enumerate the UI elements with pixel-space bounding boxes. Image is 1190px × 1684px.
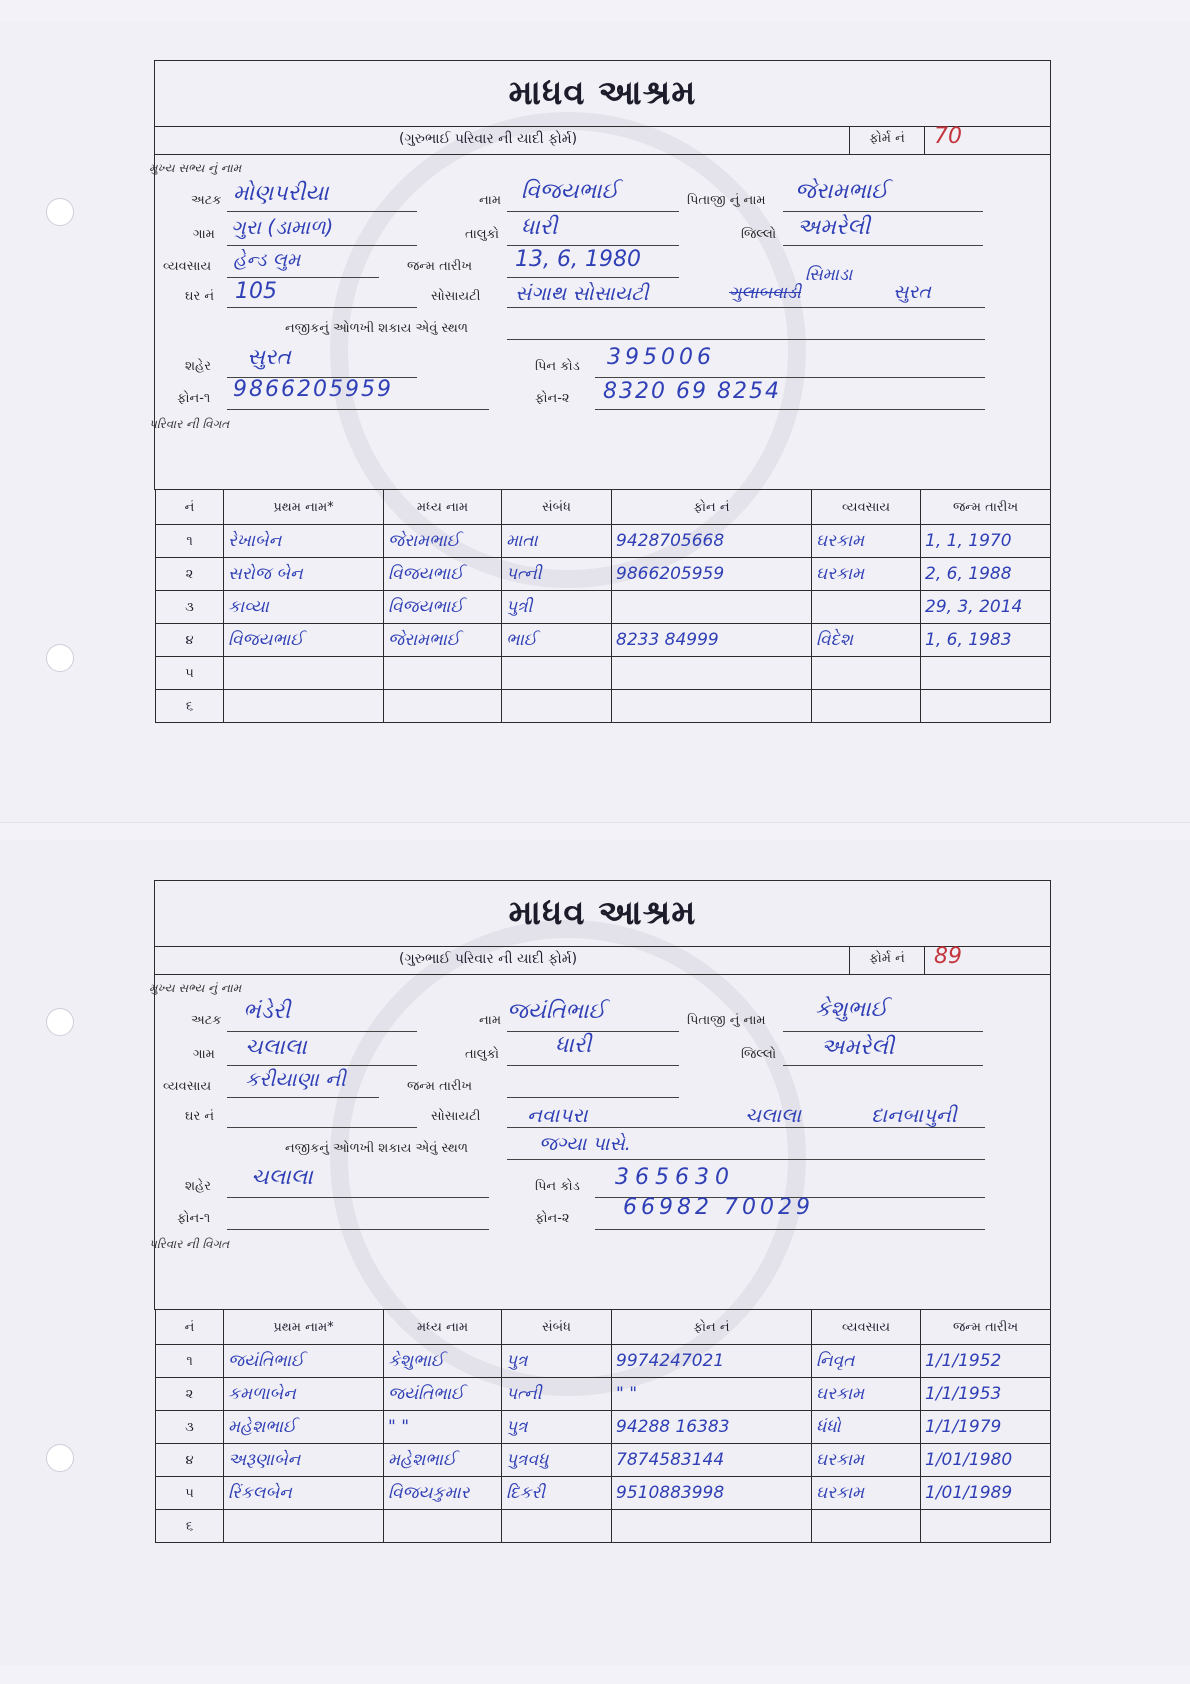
taluka-label: તાલુકો (465, 227, 500, 242)
subtitle-row (155, 126, 1050, 155)
occupation-label: વ્યવસાય (163, 259, 212, 274)
house-no-value: 105 (235, 279, 277, 304)
member-phone: " " (616, 1384, 638, 1404)
member-first-name: કમળાબેન (228, 1384, 296, 1404)
table-row (156, 1411, 1051, 1444)
member-occupation: ઘરકામ (816, 1384, 865, 1404)
member-relation: પુત્રવધુ (506, 1450, 549, 1470)
form-sheet-bottom (0, 840, 1190, 1665)
member-relation: પુત્ર (506, 1351, 528, 1371)
phone2-value: 8320 69 8254 (603, 379, 781, 404)
table-row (156, 1444, 1051, 1477)
form-title: માધવ આશ્રમ (508, 73, 697, 113)
father-name-label: પિતાજી નું નામ (687, 193, 766, 208)
surname-value: મોણપરીયા (233, 181, 329, 206)
member-phone: 94288 16383 (616, 1417, 730, 1437)
society-label: સોસાયટી (431, 1109, 481, 1124)
punch-hole (46, 1444, 74, 1472)
member-dob: 1, 1, 1970 (925, 531, 1012, 551)
city-label: શહેર (185, 359, 211, 374)
form-number-value: 70 (934, 124, 962, 149)
member-occupation: ધંધો (816, 1417, 841, 1437)
district-value: અમરેલી (821, 1035, 895, 1060)
column-header: મધ્ય નામ (384, 1310, 502, 1345)
district-label: જિલ્લો (741, 227, 777, 242)
column-header: જન્મ તારીખ (921, 1310, 1051, 1345)
column-header: વ્યવસાય (812, 490, 921, 525)
member-dob: 1/01/1980 (925, 1450, 1013, 1470)
society-value: સંગાથ સોસાયટી (515, 281, 649, 305)
pincode-label: પિન કોડ (535, 1179, 580, 1194)
member-relation: ભાઈ (506, 630, 537, 650)
landmark-value: જગ્યા પાસે. (539, 1133, 631, 1155)
surname-label: અટક (191, 1013, 222, 1028)
taluka-value: ધારી (521, 215, 558, 240)
row-number: ૨ (156, 558, 224, 591)
house-no-label: ઘર નં (185, 289, 215, 304)
table-header-row (156, 490, 1051, 525)
member-dob: 1/1/1952 (925, 1351, 1002, 1371)
phone1-label: ફોન-૧ (177, 391, 211, 406)
member-first-name: વિજયભાઈ (228, 630, 304, 650)
dob-label: જન્મ તારીખ (407, 1079, 473, 1094)
member-first-name: અરૂણાબેન (228, 1450, 301, 1470)
member-phone: 9510883998 (616, 1483, 725, 1503)
member-occupation: ઘરકામ (816, 531, 865, 551)
phone1-label: ફોન-૧ (177, 1211, 211, 1226)
member-middle-name: વિજયભાઈ (388, 597, 464, 617)
column-header: ફોન નં (612, 490, 812, 525)
landmark-label: નજીકનું ઓળખી શકાય એવું સ્થળ (285, 1141, 468, 1156)
family-form (149, 880, 1051, 1534)
column-header: સંબંધ (502, 1310, 612, 1345)
occupation-value: હેન્ડ લુમ (233, 249, 301, 271)
taluka-label: તાલુકો (465, 1047, 500, 1062)
head-member-fields (149, 975, 1050, 1310)
pincode-value: 365630 (615, 1165, 735, 1190)
column-header: જન્મ તારીખ (921, 490, 1051, 525)
form-title: માધવ આશ્રમ (508, 893, 697, 933)
member-phone: 9428705668 (616, 531, 725, 551)
member-phone: 8233 84999 (616, 630, 719, 650)
column-header: ફોન નં (612, 1310, 812, 1345)
column-header: સંબંધ (502, 490, 612, 525)
punch-hole (46, 198, 74, 226)
form-number-label: ફોર્મ નં (869, 951, 905, 966)
family-form (149, 60, 1051, 714)
form-sheet-top (0, 22, 1190, 822)
member-middle-name: વિજયકુમાર (388, 1483, 470, 1503)
pincode-value: 395006 (607, 345, 715, 370)
member-middle-name: " " (388, 1417, 410, 1437)
society-extra-value: સિમાડા (805, 265, 853, 285)
member-relation: દિકરી (506, 1483, 545, 1503)
village-label: ગામ (193, 227, 215, 242)
member-first-name: રિંકલબેન (228, 1483, 292, 1503)
table-row (156, 1477, 1051, 1510)
village-value: ગુરા (ડામાળ) (231, 215, 334, 239)
member-dob: 2, 6, 1988 (925, 564, 1012, 584)
column-header: નં (156, 1310, 224, 1345)
name-value: વિજયભાઈ (521, 179, 619, 204)
name-label: નામ (479, 1013, 502, 1028)
table-row (156, 1345, 1051, 1378)
dob-value: 13, 6, 1980 (515, 247, 641, 272)
father-name-value: કેશુભાઈ (815, 997, 888, 1022)
city-label: શહેર (185, 1179, 211, 1194)
family-members-table (155, 489, 1051, 723)
member-dob: 1/01/1989 (925, 1483, 1013, 1503)
member-phone: 9974247021 (616, 1351, 725, 1371)
society-value: નવાપરા (527, 1103, 588, 1127)
member-phone: 9866205959 (616, 564, 725, 584)
table-row (156, 657, 1051, 690)
member-middle-name: મહેશભાઈ (388, 1450, 457, 1470)
surname-value: ભંડેરી (243, 999, 291, 1024)
row-number: ૧ (156, 525, 224, 558)
occupation-label: વ્યવસાય (163, 1079, 212, 1094)
table-row (156, 525, 1051, 558)
society-city-value: સુરત (893, 281, 931, 303)
member-occupation: ઘરકામ (816, 1483, 865, 1503)
member-first-name: રેખાબેન (228, 531, 282, 551)
member-dob: 1/1/1953 (925, 1384, 1002, 1404)
landmark-label: નજીકનું ઓળખી શકાય એવું સ્થળ (285, 321, 468, 336)
form-subtitle: (ગુરુભાઈ પરિવાર ની યાદી ફોર્મ) (399, 951, 578, 967)
village-value: ચલાલા (245, 1035, 307, 1060)
society-label: સોસાયટી (431, 289, 481, 304)
taluka-value: ધારી (555, 1033, 592, 1058)
city-value: ચલાલા (251, 1165, 313, 1190)
row-number: ૧ (156, 1345, 224, 1378)
table-row (156, 1510, 1051, 1543)
column-header: પ્રથમ નામ* (224, 490, 384, 525)
member-occupation: ઘરકામ (816, 1450, 865, 1470)
member-dob: 1, 6, 1983 (925, 630, 1012, 650)
table-row (156, 690, 1051, 723)
punch-hole (46, 644, 74, 672)
row-number: ૨ (156, 1378, 224, 1411)
row-number: ૫ (156, 1477, 224, 1510)
table-row (156, 558, 1051, 591)
phone2-label: ફોન-૨ (535, 391, 570, 406)
table-row (156, 591, 1051, 624)
form-number-label: ફોર્મ નં (869, 131, 905, 146)
name-value: જયંતિભાઈ (507, 999, 606, 1024)
member-middle-name: જેરામભાઈ (388, 630, 460, 650)
table-row (156, 1378, 1051, 1411)
phone2-label: ફોન-૨ (535, 1211, 570, 1226)
dob-label: જન્મ તારીખ (407, 259, 473, 274)
member-dob: 1/1/1979 (925, 1417, 1002, 1437)
member-middle-name: કેશુભાઈ (388, 1351, 444, 1371)
member-first-name: સરોજ બેન (228, 564, 303, 584)
house-no-label: ઘર નં (185, 1109, 215, 1124)
row-number: ૫ (156, 657, 224, 690)
family-section-label: પરિવાર ની વિગત (149, 1237, 230, 1251)
phone2-value: 66982 70029 (623, 1195, 814, 1220)
column-header: વ્યવસાય (812, 1310, 921, 1345)
form-subtitle: (ગુરુભાઈ પરિવાર ની યાદી ફોર્મ) (399, 131, 578, 147)
father-name-value: જેરામભાઈ (795, 179, 889, 204)
member-occupation: વિદેશ (816, 630, 854, 650)
district-label: જિલ્લો (741, 1047, 777, 1062)
member-relation: પુત્ર (506, 1417, 528, 1437)
form-number-cell (849, 944, 1050, 974)
district-value: અમરેલી (797, 215, 871, 240)
member-occupation: નિવૃત (816, 1351, 855, 1371)
society-extra-value: ચલાલા (745, 1103, 802, 1127)
society-city-value: દાનબાપુની (871, 1103, 957, 1127)
family-section-label: પરિવાર ની વિગત (149, 417, 230, 431)
subtitle-row (155, 946, 1050, 975)
member-first-name: કાવ્યા (228, 597, 269, 617)
city-value: સુરત (247, 345, 291, 370)
name-label: નામ (479, 193, 502, 208)
member-first-name: મહેશભાઈ (228, 1417, 297, 1437)
pincode-label: પિન કોડ (535, 359, 580, 374)
surname-label: અટક (191, 193, 222, 208)
member-relation: પત્ની (506, 1384, 542, 1404)
head-member-fields (149, 155, 1050, 490)
member-middle-name: વિજયભાઈ (388, 564, 464, 584)
member-first-name: જયંતિભાઈ (228, 1351, 305, 1371)
row-number: ૬ (156, 1510, 224, 1543)
occupation-value: કરીયાણા ની (245, 1067, 346, 1091)
row-number: ૪ (156, 624, 224, 657)
column-header: પ્રથમ નામ* (224, 1310, 384, 1345)
phone1-value: 9866205959 (233, 377, 393, 402)
member-relation: પુત્રી (506, 597, 533, 617)
row-number: ૪ (156, 1444, 224, 1477)
society-struck-value: ગુલાબવાડી (729, 283, 802, 303)
member-middle-name: જયંતિભાઈ (388, 1384, 465, 1404)
row-number: ૩ (156, 1411, 224, 1444)
head-section-label: મુખ્ય સભ્ય નું નામ (149, 981, 242, 995)
member-occupation: ઘરકામ (816, 564, 865, 584)
row-number: ૬ (156, 690, 224, 723)
form-number-cell (849, 124, 1050, 154)
member-dob: 29, 3, 2014 (925, 597, 1023, 617)
member-middle-name: જેરામભાઈ (388, 531, 460, 551)
table-row (156, 624, 1051, 657)
member-relation: પત્ની (506, 564, 542, 584)
table-header-row (156, 1310, 1051, 1345)
form-number-value: 89 (934, 944, 962, 969)
village-label: ગામ (193, 1047, 215, 1062)
head-section-label: મુખ્ય સભ્ય નું નામ (149, 161, 242, 175)
member-phone: 7874583144 (616, 1450, 725, 1470)
row-number: ૩ (156, 591, 224, 624)
column-header: મધ્ય નામ (384, 490, 502, 525)
family-members-table (155, 1309, 1051, 1543)
column-header: નં (156, 490, 224, 525)
punch-hole (46, 1008, 74, 1036)
father-name-label: પિતાજી નું નામ (687, 1013, 766, 1028)
member-relation: માતા (506, 531, 538, 551)
